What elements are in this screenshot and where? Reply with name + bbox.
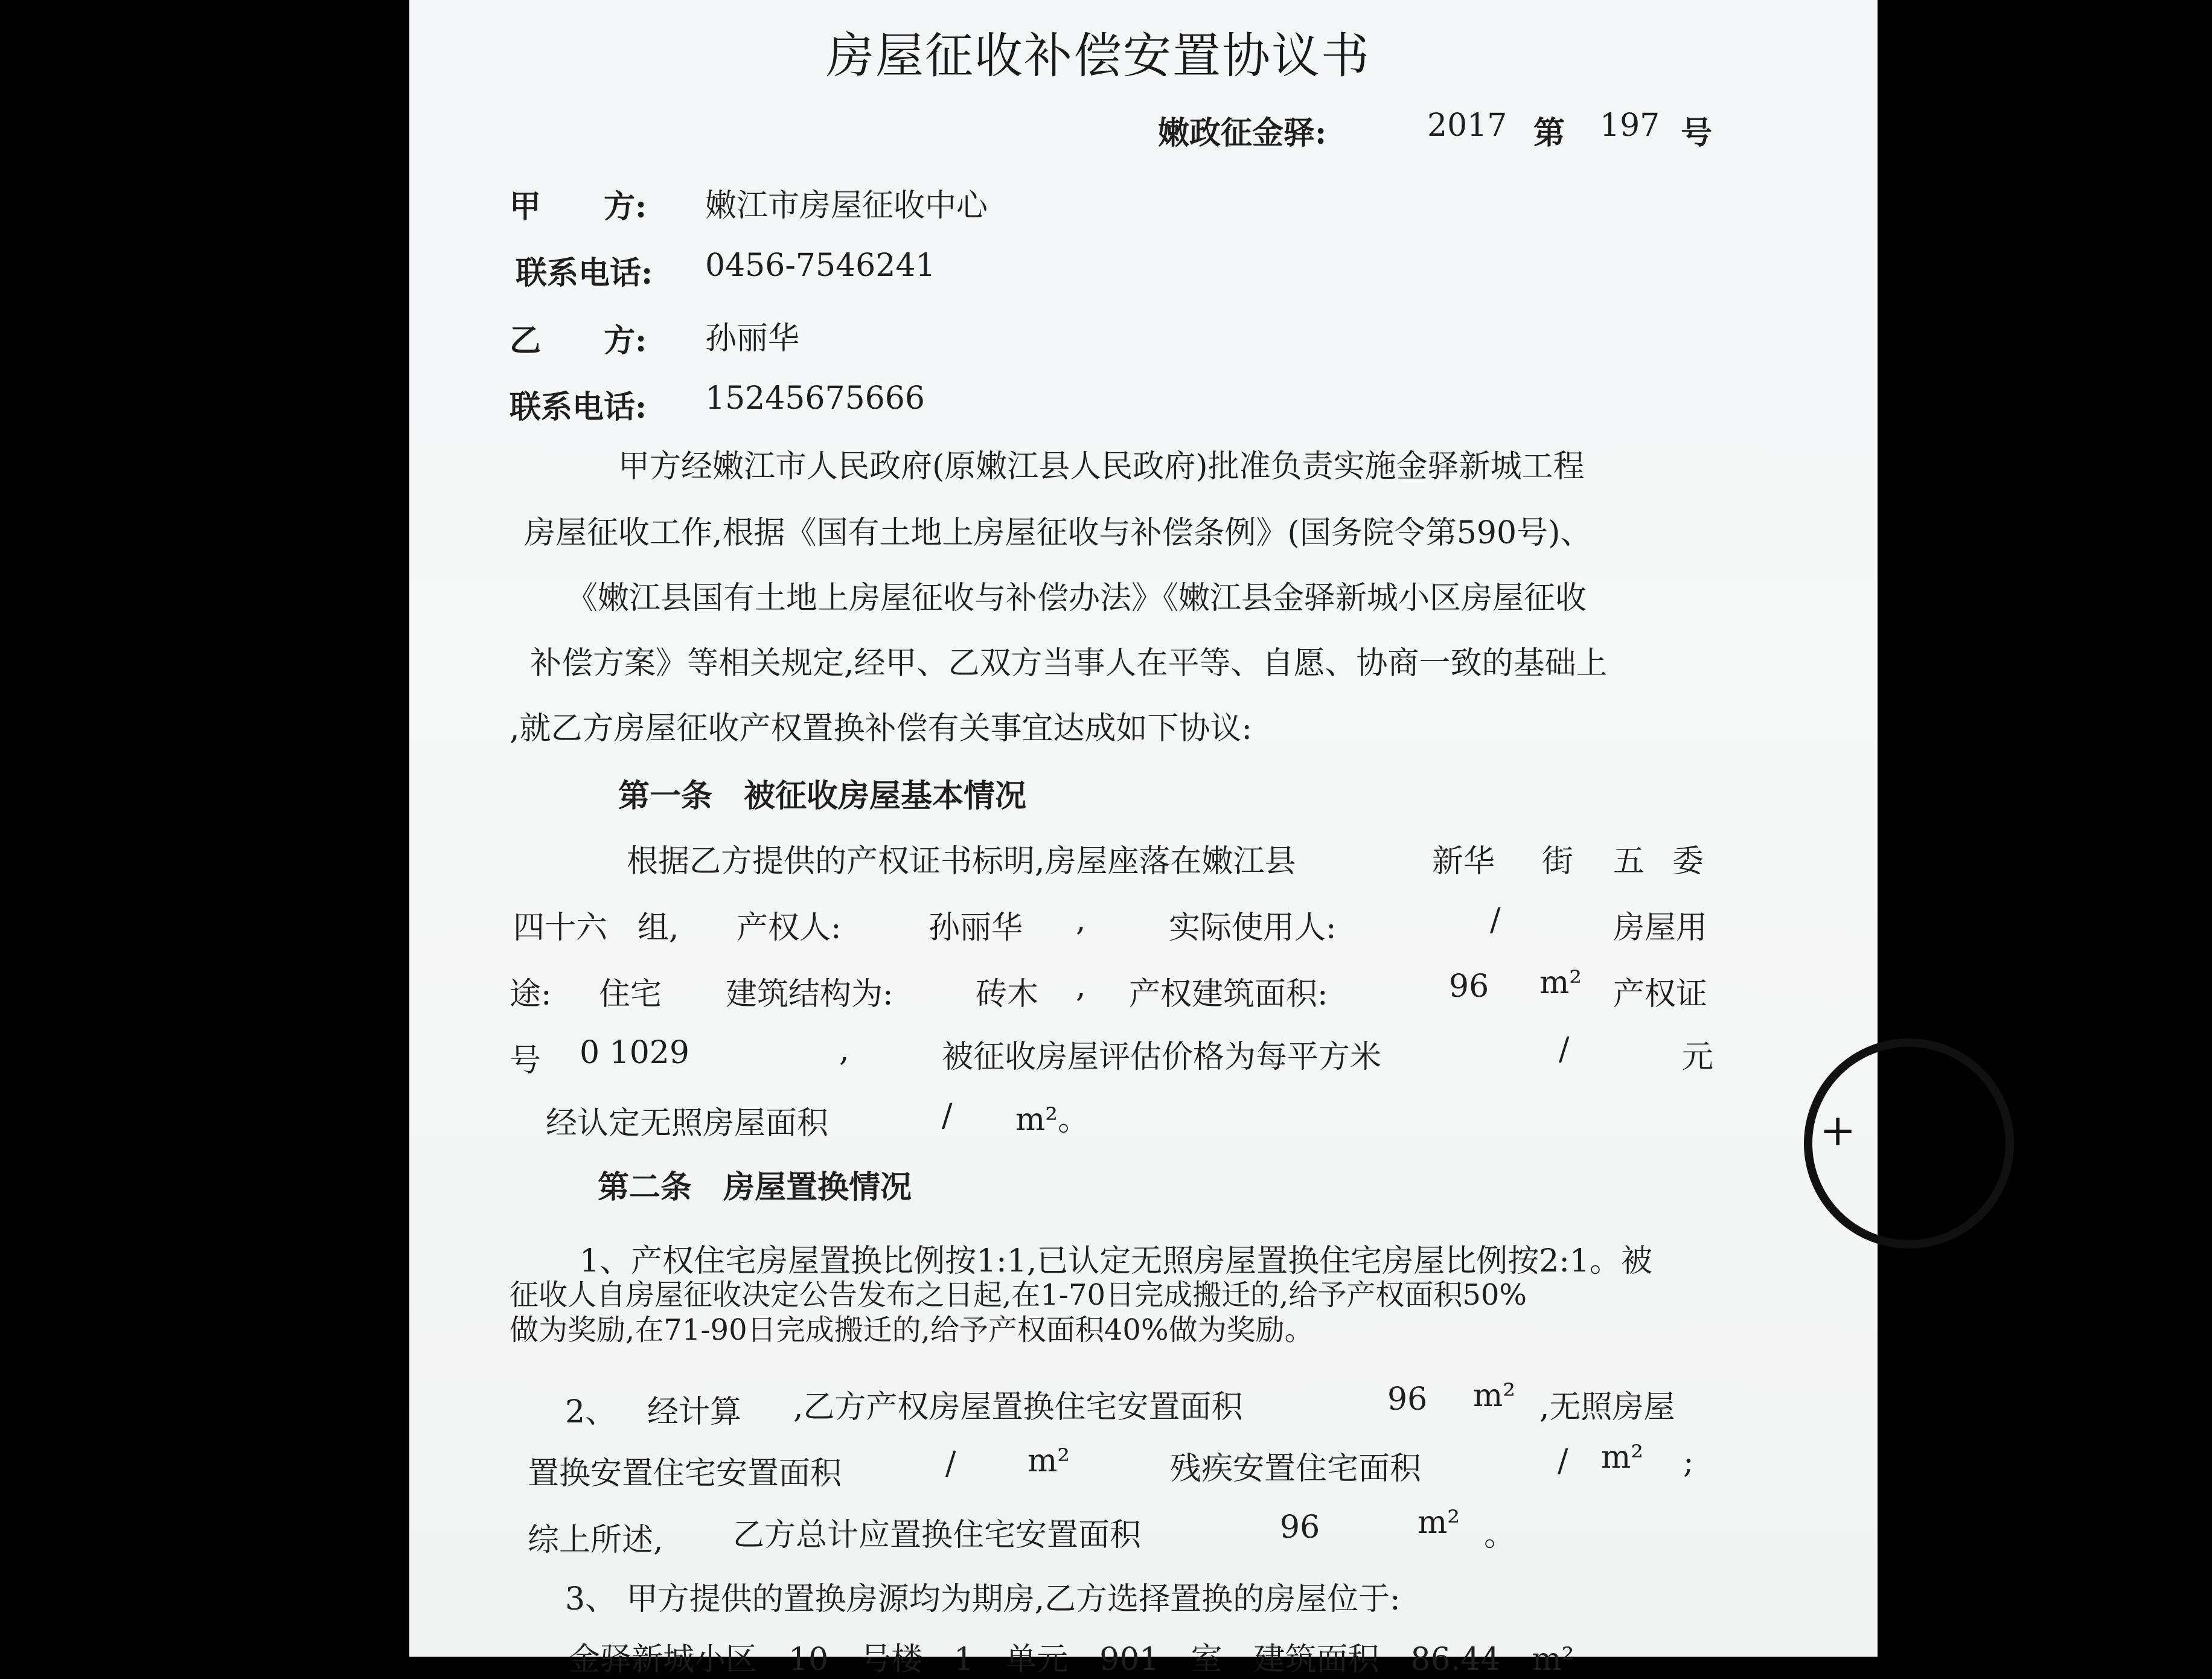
- article-2-para-2-calc: 经计算: [647, 1394, 742, 1430]
- article-2-para-2-text: ,乙方产权房屋置换住宅安置面积: [793, 1389, 1243, 1425]
- article-1-struct-label: 建筑结构为:: [726, 976, 893, 1012]
- party-b-tel-value: 15245675666: [705, 380, 925, 417]
- article-1-user: /: [1490, 902, 1501, 938]
- article-1-jie: 街: [1542, 843, 1574, 880]
- agreement-page: [409, 0, 1878, 1678]
- article-1-heading: 第一条 被征收房屋基本情况: [618, 778, 1027, 814]
- article-2-para-1-line-2: 征收人自房屋征收决定公告发布之日起,在1-70日完成搬迁的,给予产权面积50%: [510, 1278, 1527, 1312]
- article-1-use-label-a: 房屋用: [1613, 910, 1708, 946]
- article-2-para-2-line-2-label-2: 残疾安置住宅面积: [1170, 1451, 1422, 1487]
- intro-line-3: 《嫩江县国有土地上房屋征收与补偿办法》《嫩江县金驿新城小区房屋征收: [566, 580, 1587, 616]
- article-2-para-2-line-3-label: 综上所述,: [528, 1522, 663, 1558]
- article-1-owner: 孙丽华: [929, 910, 1023, 946]
- article-1-struct: 砖木: [976, 976, 1039, 1012]
- article-1-unlicensed-label: 经认定无照房屋面积: [546, 1105, 829, 1142]
- party-a-value: 嫩江市房屋征收中心: [705, 188, 988, 224]
- article-1-zu: 组,: [638, 910, 679, 946]
- article-1-group: 四十六: [513, 910, 608, 946]
- article-1-cert-label-a: 产权证: [1613, 976, 1708, 1012]
- article-2-para-2-line-2-end: ;: [1683, 1444, 1694, 1480]
- article-1-street: 新华: [1432, 843, 1495, 880]
- article-1-area: 96: [1449, 968, 1489, 1005]
- article-2-para-3-line-2: 金驿新城小区 10 号楼 1 单元 901 室 建筑面积 86.44 m²: [569, 1642, 1574, 1678]
- party-a-label: 甲 方:: [510, 188, 647, 225]
- article-1-comma-2: ,: [1076, 968, 1086, 1005]
- article-1-area-unit: m²: [1539, 965, 1582, 1001]
- doc-number-hao: 号: [1681, 115, 1713, 152]
- article-2-heading: 第二条 房屋置换情况: [598, 1169, 912, 1206]
- article-2-para-2-num: 2、: [565, 1394, 617, 1430]
- article-2-para-2-area: 96: [1387, 1381, 1428, 1418]
- article-1-cert-label-b: 号: [510, 1043, 542, 1079]
- article-2-para-2-text-2: ,无照房屋: [1539, 1389, 1675, 1425]
- article-2-para-2-line-3-unit: m²: [1418, 1505, 1460, 1541]
- party-b-label: 乙 方:: [510, 322, 647, 359]
- doc-number-year: 2017: [1427, 107, 1507, 144]
- party-a-tel-value: 0456-7546241: [705, 248, 936, 284]
- party-b-value: 孙丽华: [705, 321, 800, 357]
- article-2-para-1-line-1: 1、产权住宅房屋置换比例按1:1,已认定无照房屋置换住宅房屋比例按2:1。被: [580, 1243, 1652, 1279]
- article-1-wei: 委: [1672, 843, 1704, 880]
- document-title: 房屋征收补偿安置协议书: [826, 28, 1370, 84]
- article-1-price: /: [1559, 1031, 1570, 1067]
- article-2-para-1-line-3: 做为奖励,在71-90日完成搬迁的,给予产权面积40%做为奖励。: [510, 1313, 1314, 1347]
- article-1-use-label-b: 途:: [510, 976, 552, 1012]
- article-2-para-2-line-2-label: 置换安置住宅安置面积: [528, 1456, 842, 1492]
- article-1-price-unit: 元: [1682, 1039, 1714, 1075]
- doc-number-no: 197: [1600, 107, 1660, 144]
- article-1-cert: 0 1029: [580, 1035, 689, 1071]
- party-a-tel-label: 联系电话:: [516, 255, 653, 292]
- article-2-para-3-line-1: 3、 甲方提供的置换房源均为期房,乙方选择置换的房屋位于:: [565, 1581, 1401, 1617]
- party-b-tel-label: 联系电话:: [510, 389, 647, 426]
- article-1-comma-1: ,: [1076, 902, 1086, 938]
- article-2-para-2-line-3-end: 。: [1484, 1517, 1516, 1553]
- doc-number-prefix: 嫩政征金驿:: [1158, 115, 1327, 152]
- article-1-area-label: 产权建筑面积:: [1129, 976, 1328, 1012]
- doc-number-di: 第: [1533, 115, 1565, 152]
- article-2-para-2-line-2-unit: m²: [1028, 1443, 1070, 1479]
- article-1-unlicensed: /: [942, 1098, 953, 1134]
- article-2-para-2-line-3-val: 96: [1280, 1509, 1320, 1546]
- article-1-unlicensed-unit: m²。: [1015, 1102, 1090, 1138]
- article-1-use: 住宅: [599, 976, 662, 1012]
- intro-line-5: ,就乙方房屋征收产权置换补偿有关事宜达成如下协议:: [510, 711, 1253, 747]
- article-2-para-2-unit: m²: [1473, 1378, 1516, 1414]
- article-2-para-2-line-2-val: /: [945, 1445, 956, 1482]
- article-1-owner-label: 产权人:: [737, 910, 842, 946]
- article-2-para-2-line-2-val-2: /: [1558, 1443, 1568, 1479]
- intro-line-1: 甲方经嫩江市人民政府(原嫩江县人民政府)批准负责实施金驿新城工程: [618, 449, 1585, 485]
- article-2-para-2-line-3-label-2: 乙方总计应置换住宅安置面积: [733, 1517, 1142, 1553]
- intro-line-2: 房屋征收工作,根据《国有土地上房屋征收与补偿条例》(国务院令第590号)、: [524, 515, 1592, 551]
- intro-line-4: 补偿方案》等相关规定,经甲、乙双方当事人在平等、自愿、协商一致的基础上: [530, 645, 1608, 682]
- article-1-wu: 五: [1613, 843, 1645, 880]
- seal-fragment-glyph: +: [1820, 1105, 1856, 1156]
- article-2-para-2-line-2-unit-2: m²: [1601, 1439, 1644, 1476]
- article-1-comma-3: ,: [839, 1032, 849, 1069]
- article-1-location-text: 根据乙方提供的产权证书标明,房屋座落在嫩江县: [627, 843, 1296, 880]
- article-1-price-label: 被征收房屋评估价格为每平方米: [942, 1039, 1382, 1075]
- article-1-user-label: 实际使用人:: [1169, 910, 1337, 946]
